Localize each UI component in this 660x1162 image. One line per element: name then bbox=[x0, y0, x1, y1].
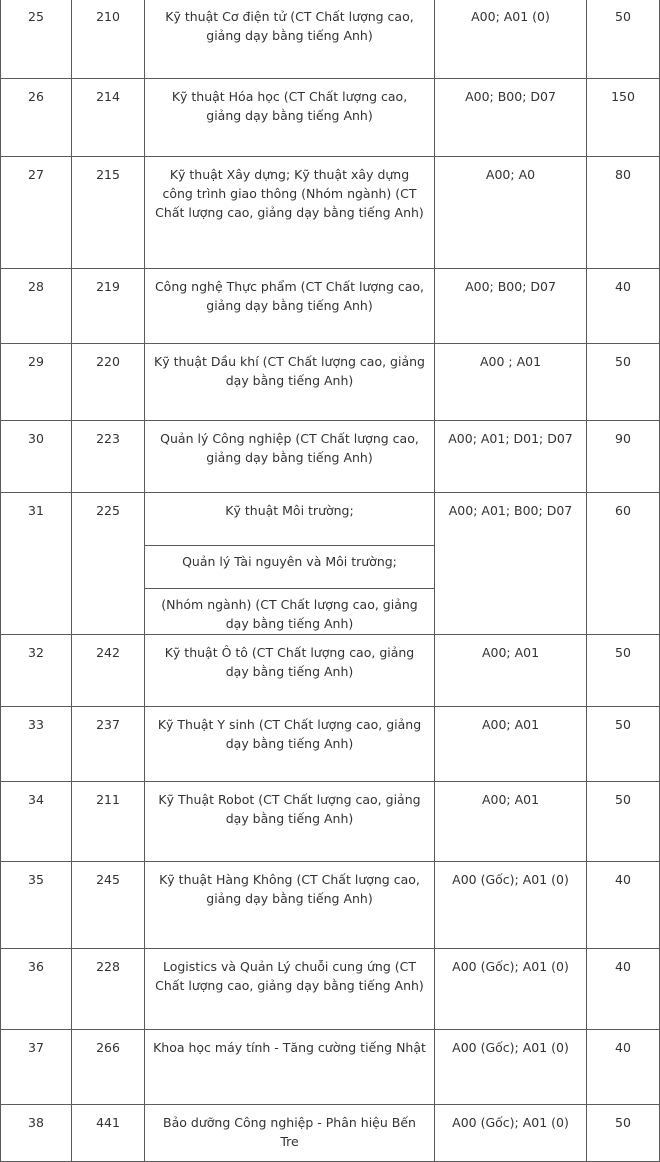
cell-ten-nganh: Kỹ thuật Hóa học (CT Chất lượng cao, giảng dạy bằng tiếng Anh) bbox=[145, 79, 435, 157]
cell-ten-nganh-part: Kỹ thuật Môi trường; bbox=[145, 493, 435, 546]
cell-chi-tieu: 50 bbox=[587, 344, 660, 421]
table-row bbox=[1, 0, 660, 79]
cell-ten-nganh-part: Quản lý Tài nguyên và Môi trường; bbox=[145, 546, 435, 589]
cell-stt: 34 bbox=[1, 782, 72, 862]
cell-stt: 35 bbox=[1, 862, 72, 949]
cell-to-hop: A00 (Gốc); A01 (0) bbox=[435, 949, 587, 1030]
cell-to-hop: A00; B00; D07 bbox=[435, 79, 587, 157]
cell-to-hop: A00 (Gốc); A01 (0) bbox=[435, 1030, 587, 1105]
cell-chi-tieu: 40 bbox=[587, 1030, 660, 1105]
cell-stt: 27 bbox=[1, 157, 72, 269]
cell-to-hop: A00; A01; B00; D07 bbox=[435, 493, 587, 635]
cell-ten-nganh: Kỹ Thuật Robot (CT Chất lượng cao, giảng dạy bằng tiếng Anh) bbox=[145, 782, 435, 862]
cell-chi-tieu: 40 bbox=[587, 269, 660, 344]
cell-chi-tieu: 50 bbox=[587, 635, 660, 707]
table-row bbox=[1, 79, 660, 157]
cell-ten-nganh: Bảo dưỡng Công nghiệp - Phân hiệu Bến Tre bbox=[145, 1105, 435, 1162]
cell-ten-nganh: Kỹ thuật Dầu khí (CT Chất lượng cao, giảng dạy bằng tiếng Anh) bbox=[145, 344, 435, 421]
table-row bbox=[1, 949, 660, 1030]
cell-stt: 33 bbox=[1, 707, 72, 782]
cell-ten-nganh: Kỹ thuật Hàng Không (CT Chất lượng cao, giảng dạy bằng tiếng Anh) bbox=[145, 862, 435, 949]
table-row bbox=[1, 862, 660, 949]
cell-chi-tieu: 50 bbox=[587, 1105, 660, 1162]
cell-chi-tieu: 50 bbox=[587, 782, 660, 862]
table-row bbox=[1, 269, 660, 344]
cell-stt: 28 bbox=[1, 269, 72, 344]
table-row bbox=[1, 1105, 660, 1162]
cell-chi-tieu: 50 bbox=[587, 0, 660, 79]
cell-ten-nganh: Công nghệ Thực phẩm (CT Chất lượng cao, giảng dạy bằng tiếng Anh) bbox=[145, 269, 435, 344]
cell-stt: 25 bbox=[1, 0, 72, 79]
cell-ten-nganh-part: (Nhóm ngành) (CT Chất lượng cao, giảng dạy bằng tiếng Anh) bbox=[145, 589, 435, 635]
cell-ma-nganh: 237 bbox=[72, 707, 145, 782]
cell-ma-nganh: 220 bbox=[72, 344, 145, 421]
cell-ma-nganh: 266 bbox=[72, 1030, 145, 1105]
cell-chi-tieu: 90 bbox=[587, 421, 660, 493]
cell-ten-nganh: Kỹ thuật Cơ điện tử (CT Chất lượng cao, giảng dạy bằng tiếng Anh) bbox=[145, 0, 435, 79]
cell-chi-tieu: 40 bbox=[587, 862, 660, 949]
cell-stt: 26 bbox=[1, 79, 72, 157]
cell-ten-nganh: Kỹ thuật Xây dựng; Kỹ thuật xây dựng công trình giao thông (Nhóm ngành) (CT Chất lượng cao, giảng dạy bằng tiếng Anh) bbox=[145, 157, 435, 269]
cell-stt: 31 bbox=[1, 493, 72, 635]
cell-ten-nganh: Kỹ Thuật Y sinh (CT Chất lượng cao, giảng dạy bằng tiếng Anh) bbox=[145, 707, 435, 782]
cell-ma-nganh: 245 bbox=[72, 862, 145, 949]
cell-ten-nganh: Khoa học máy tính - Tăng cường tiếng Nhật bbox=[145, 1030, 435, 1105]
table-row bbox=[1, 157, 660, 269]
cell-to-hop: A00; A01 bbox=[435, 707, 587, 782]
cell-stt: 30 bbox=[1, 421, 72, 493]
cell-ma-nganh: 441 bbox=[72, 1105, 145, 1162]
cell-ma-nganh: 211 bbox=[72, 782, 145, 862]
table-row bbox=[1, 421, 660, 493]
table-row bbox=[1, 707, 660, 782]
table-row bbox=[1, 493, 660, 546]
cell-to-hop: A00; A01 (0) bbox=[435, 0, 587, 79]
cell-ma-nganh: 225 bbox=[72, 493, 145, 635]
cell-ma-nganh: 210 bbox=[72, 0, 145, 79]
cell-stt: 38 bbox=[1, 1105, 72, 1162]
cell-chi-tieu: 150 bbox=[587, 79, 660, 157]
cell-to-hop: A00; B00; D07 bbox=[435, 269, 587, 344]
cell-stt: 37 bbox=[1, 1030, 72, 1105]
table-row bbox=[1, 344, 660, 421]
cell-chi-tieu: 80 bbox=[587, 157, 660, 269]
cell-stt: 36 bbox=[1, 949, 72, 1030]
cell-to-hop: A00; A0 bbox=[435, 157, 587, 269]
cell-to-hop: A00; A01 bbox=[435, 782, 587, 862]
cell-to-hop: A00; A01 bbox=[435, 635, 587, 707]
cell-stt: 29 bbox=[1, 344, 72, 421]
cell-ma-nganh: 228 bbox=[72, 949, 145, 1030]
cell-ma-nganh: 242 bbox=[72, 635, 145, 707]
cell-to-hop: A00 (Gốc); A01 (0) bbox=[435, 862, 587, 949]
cell-chi-tieu: 60 bbox=[587, 493, 660, 635]
table-row bbox=[1, 635, 660, 707]
cell-ma-nganh: 215 bbox=[72, 157, 145, 269]
table-row bbox=[1, 1030, 660, 1105]
cell-to-hop: A00; A01; D01; D07 bbox=[435, 421, 587, 493]
cell-to-hop: A00 (Gốc); A01 (0) bbox=[435, 1105, 587, 1162]
cell-chi-tieu: 50 bbox=[587, 707, 660, 782]
cell-to-hop: A00 ; A01 bbox=[435, 344, 587, 421]
cell-ma-nganh: 214 bbox=[72, 79, 145, 157]
cell-ten-nganh: Kỹ thuật Ô tô (CT Chất lượng cao, giảng dạy bằng tiếng Anh) bbox=[145, 635, 435, 707]
cell-stt: 32 bbox=[1, 635, 72, 707]
cell-ma-nganh: 223 bbox=[72, 421, 145, 493]
cell-chi-tieu: 40 bbox=[587, 949, 660, 1030]
cell-ten-nganh: Quản lý Công nghiệp (CT Chất lượng cao, giảng dạy bằng tiếng Anh) bbox=[145, 421, 435, 493]
cell-ma-nganh: 219 bbox=[72, 269, 145, 344]
cell-ten-nganh: Logistics và Quản Lý chuỗi cung ứng (CT Chất lượng cao, giảng dạy bằng tiếng Anh) bbox=[145, 949, 435, 1030]
table-row bbox=[1, 782, 660, 862]
